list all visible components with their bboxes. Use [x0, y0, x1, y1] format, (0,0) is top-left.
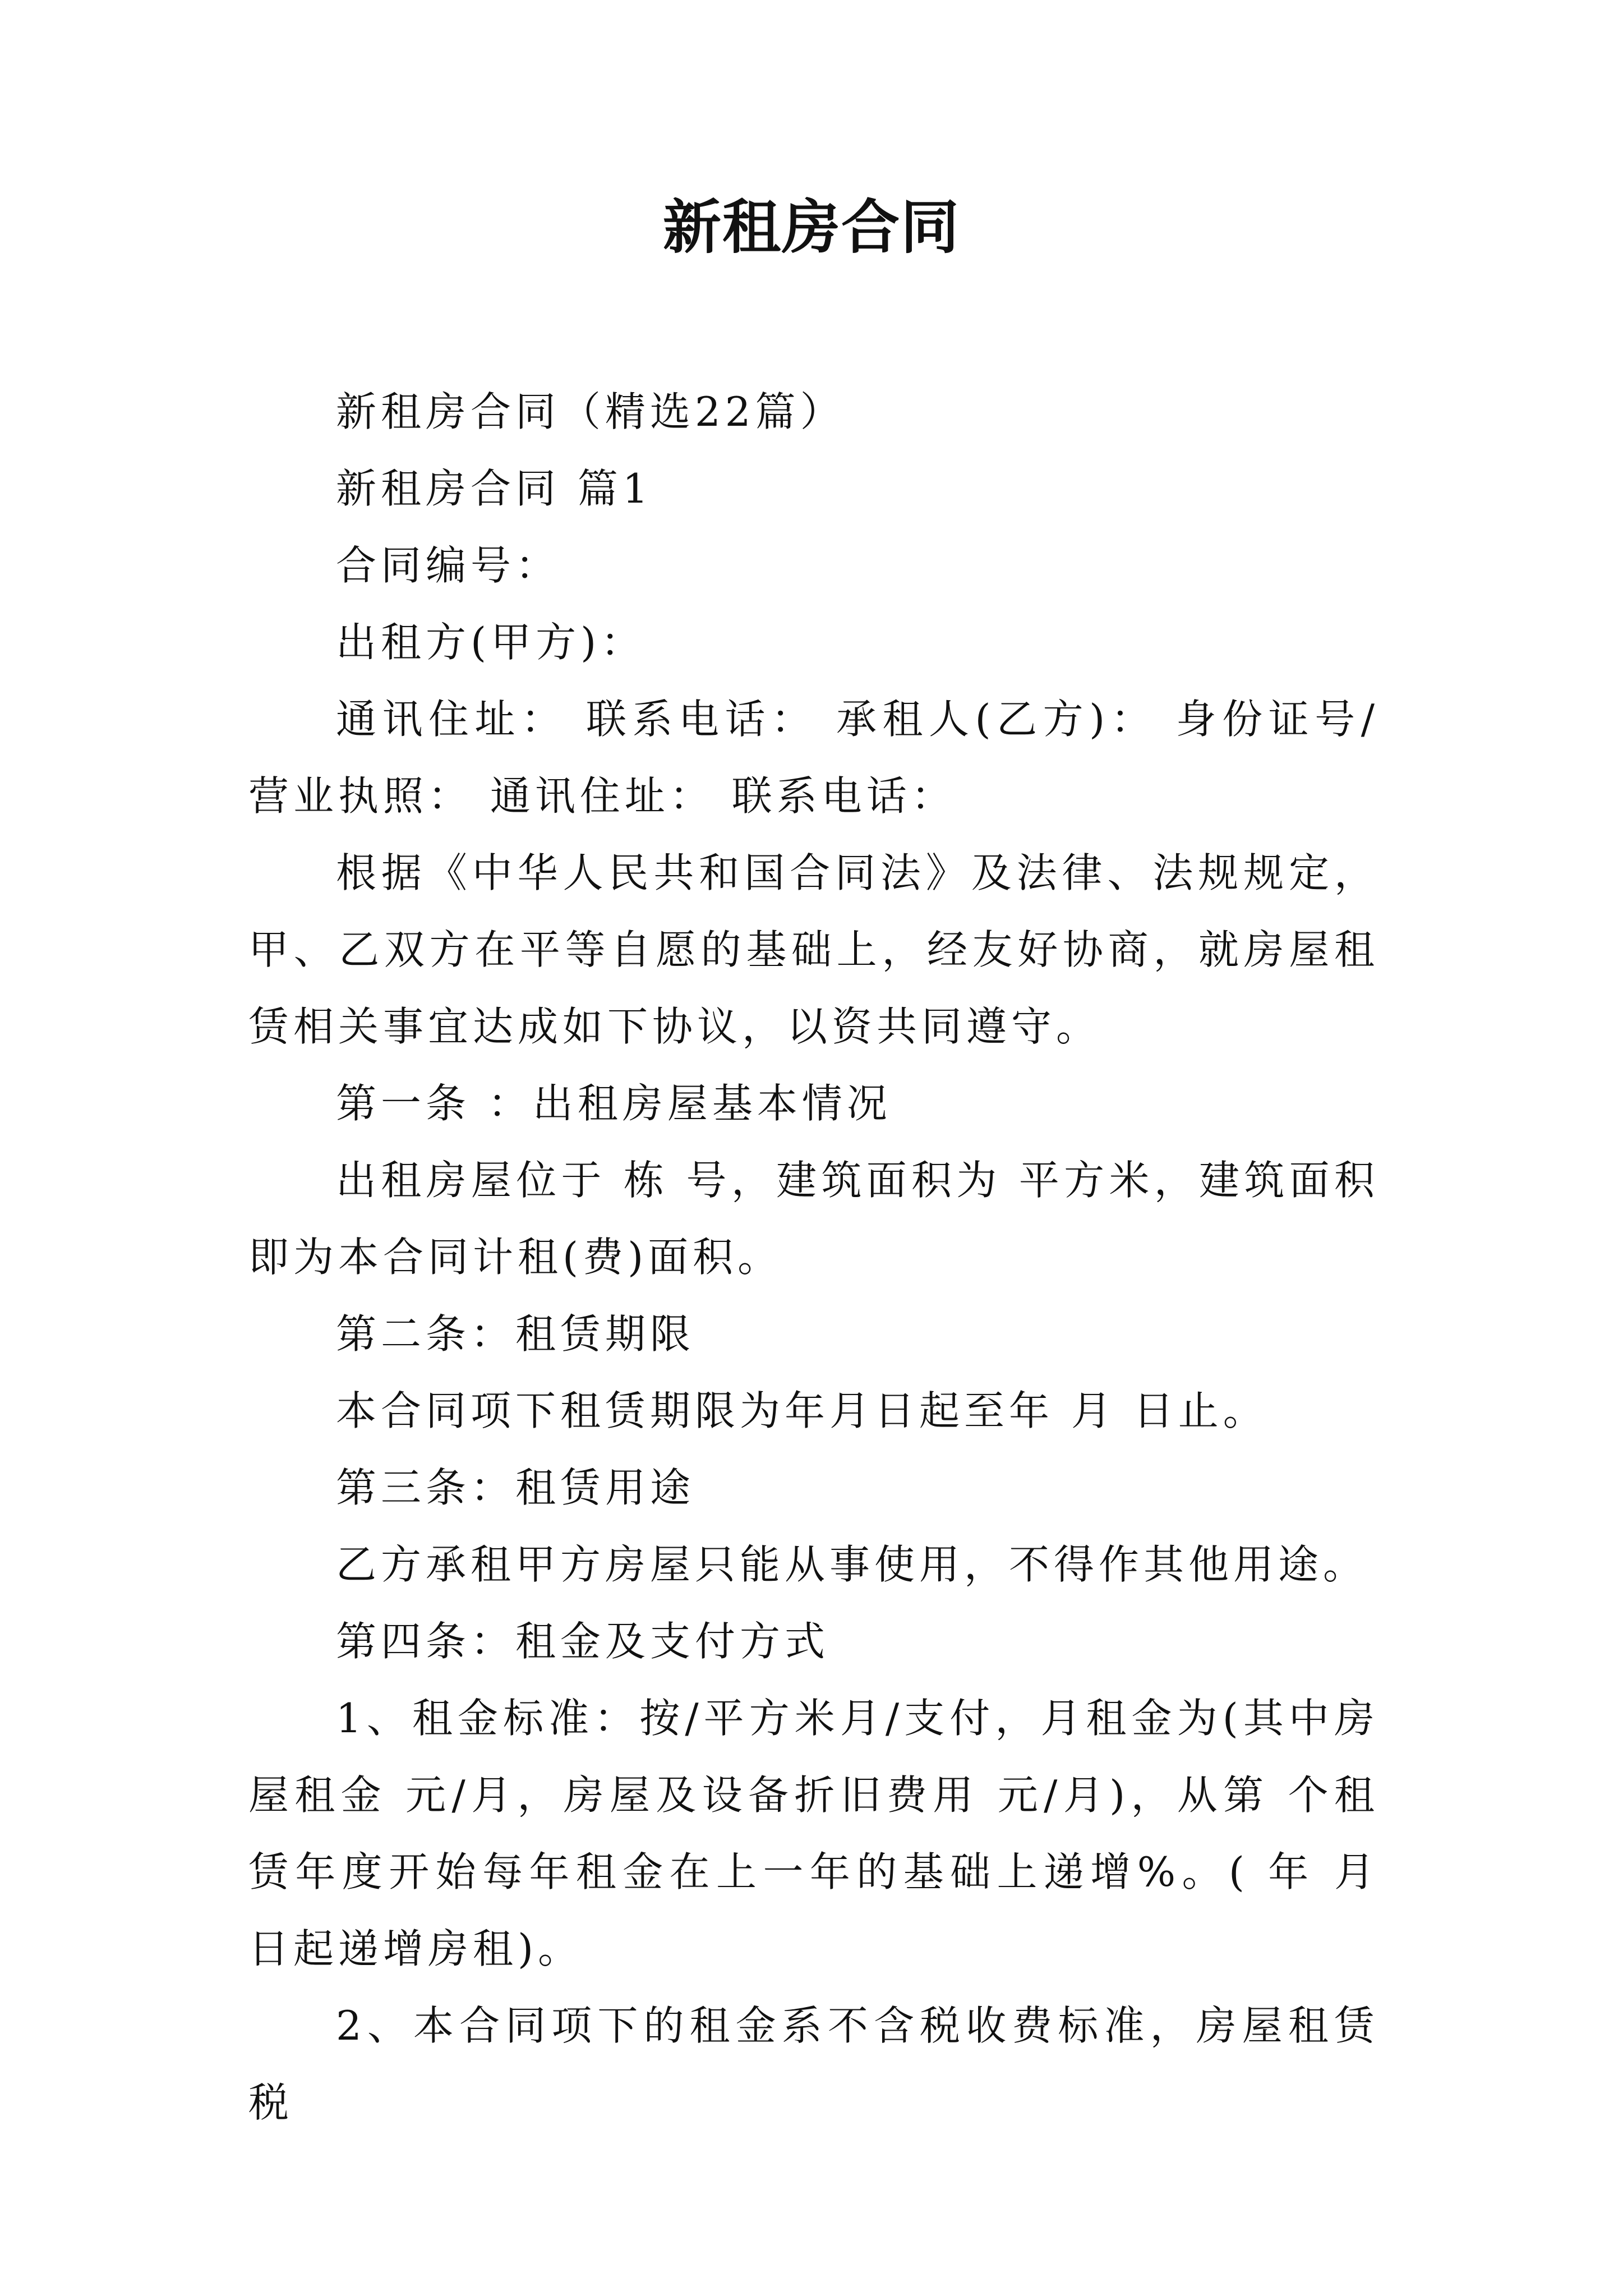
paragraph-contact-details: 通讯住址： 联系电话： 承租人(乙方)： 身份证号/营业执照： 通讯住址： 联系电话：	[248, 696, 1379, 820]
document-body	[248, 374, 1379, 2141]
document-title: 新租房合同	[662, 192, 960, 261]
paragraph-lessor: 出租方(甲方)：	[336, 619, 646, 666]
paragraph-article-1-body: 出租房屋位于 栋 号，建筑面积为 平方米，建筑面积即为本合同计租(费)面积。	[248, 1157, 1379, 1281]
paragraph-section-heading: 新租房合同 篇1	[336, 465, 653, 512]
paragraph-article-1-heading: 第一条 ：出租房屋基本情况	[336, 1080, 892, 1127]
paragraph-article-2-body: 本合同项下租赁期限为年月日起至年 月 日止。	[336, 1387, 1268, 1434]
paragraph-article-2-heading: 第二条：租赁期限	[336, 1310, 695, 1358]
paragraph-article-4-heading: 第四条：租金及支付方式	[336, 1618, 830, 1665]
paragraph-preamble: 根据《中华人民共和国合同法》及法律、法规规定，甲、乙双方在平等自愿的基础上，经友好协商，就房屋租赁相关事宜达成如下协议，以资共同遵守。	[248, 849, 1379, 1050]
paragraph-article-4-item-1: 1、租金标准：按/平方米月/支付，月租金为(其中房屋租金 元/月，房屋及设备折旧费用 元/月)，从第 个租赁年度开始每年租金在上一年的基础上递增%。( 年 月 日起递增房租)。	[248, 1695, 1379, 1972]
paragraph-article-3-body: 乙方承租甲方房屋只能从事使用，不得作其他用途。	[336, 1541, 1368, 1588]
paragraph-article-3-heading: 第三条：租赁用途	[336, 1464, 695, 1511]
paragraph-article-4-item-2: 2、本合同项下的租金系不含税收费标准，房屋租赁税	[248, 2002, 1379, 2126]
paragraph-collection-title: 新租房合同（精选22篇）	[336, 388, 845, 435]
paragraph-contract-number: 合同编号：	[336, 542, 561, 589]
